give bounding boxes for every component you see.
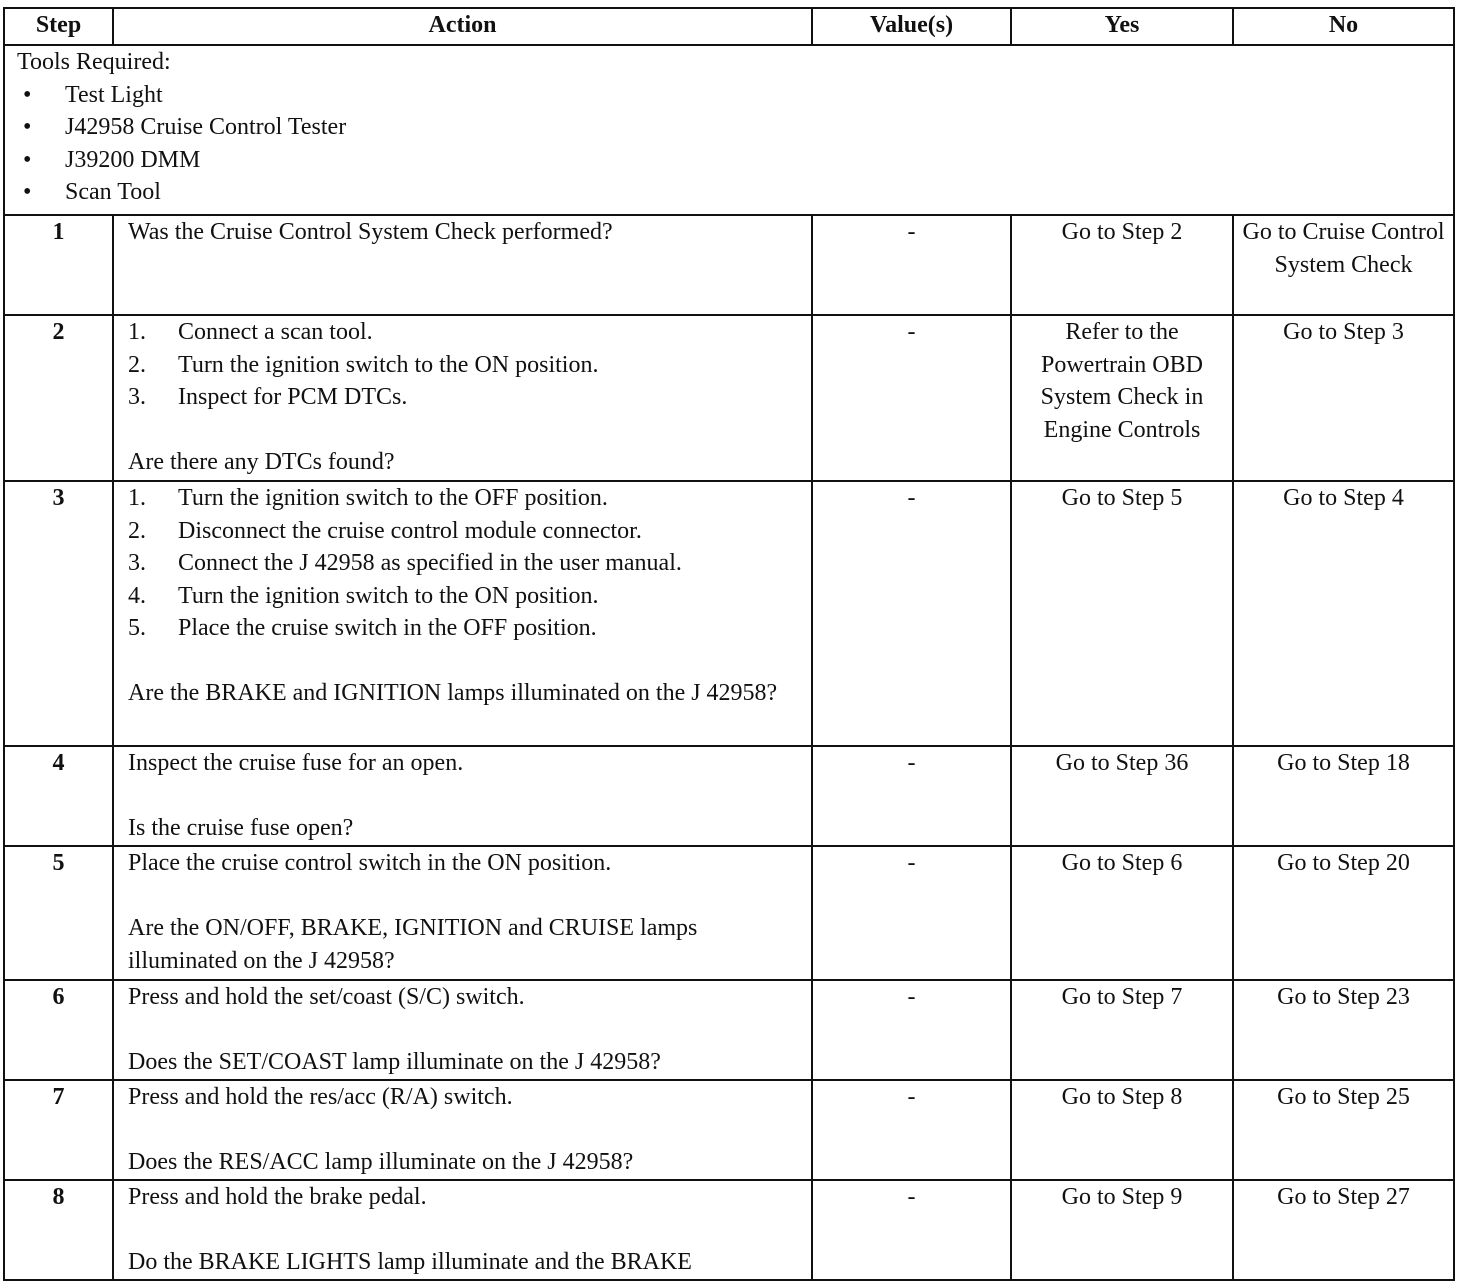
step-number: 8 (4, 1180, 113, 1280)
action-list-item: 5. Place the cruise switch in the OFF position. (128, 615, 597, 641)
table-row (4, 1180, 1454, 1280)
tool-item: • Scan Tool (17, 176, 1445, 209)
table-row (4, 746, 1454, 846)
step-no: Go to Step 3 (1233, 315, 1454, 481)
action-list-item: 3. Connect the J 42958 as specified in the user manual. (128, 550, 682, 576)
header-value: Value(s) (812, 8, 1011, 45)
step-action (113, 746, 812, 846)
step-no: Go to Cruise Control System Check (1233, 215, 1454, 315)
action-question: Are the ON/OFF, BRAKE, IGNITION and CRUISE lamps illuminated on the J 42958? (128, 915, 698, 974)
action-text: Was the Cruise Control System Check performed? (128, 219, 613, 245)
step-no: Go to Step 25 (1233, 1080, 1454, 1180)
step-number: 1 (4, 215, 113, 315)
step-value: - (812, 846, 1011, 980)
step-number: 2 (4, 315, 113, 481)
step-value: - (812, 1080, 1011, 1180)
action-list-item: 2. Turn the ignition switch to the ON position. (128, 351, 599, 378)
action-list-item: 4. Turn the ignition switch to the ON position. (128, 582, 599, 609)
action-list-item: 1. Connect a scan tool. (128, 319, 373, 345)
action-question: Does the SET/COAST lamp illuminate on the J 42958? (128, 1049, 661, 1075)
action-question: Are there any DTCs found? (128, 449, 395, 475)
step-value: - (812, 746, 1011, 846)
action-question: Is the cruise fuse open? (128, 815, 354, 841)
step-yes: Go to Step 9 (1011, 1180, 1233, 1280)
step-value: - (812, 315, 1011, 481)
step-value: - (812, 481, 1011, 746)
step-yes: Go to Step 2 (1011, 215, 1233, 315)
header-step: Step (4, 8, 113, 45)
action-list-item: 1. Turn the ignition switch to the OFF position. (128, 485, 608, 511)
action-text: Place the cruise control switch in the ON position. (128, 850, 612, 876)
step-yes: Go to Step 5 (1011, 481, 1233, 746)
step-no: Go to Step 4 (1233, 481, 1454, 746)
tools-list (17, 79, 1445, 209)
step-number: 3 (4, 481, 113, 746)
step-action (113, 315, 812, 481)
step-yes: Refer to the Powertrain OBD System Check in Engine Controls (1011, 315, 1233, 481)
step-number: 6 (4, 980, 113, 1080)
action-list-item: 3. Inspect for PCM DTCs. (128, 384, 408, 410)
tool-item: • J39200 DMM (17, 144, 1445, 177)
action-list (128, 482, 803, 645)
step-action (113, 215, 812, 315)
header-no: No (1233, 8, 1454, 45)
action-text: Press and hold the set/coast (S/C) switch. (128, 984, 525, 1010)
header-action: Action (113, 8, 812, 45)
tools-row (4, 45, 1454, 215)
step-no: Go to Step 27 (1233, 1180, 1454, 1280)
tools-required-cell (4, 45, 1454, 215)
step-no: Go to Step 18 (1233, 746, 1454, 846)
table-row (4, 980, 1454, 1080)
step-no: Go to Step 23 (1233, 980, 1454, 1080)
step-action (113, 846, 812, 980)
table-row (4, 846, 1454, 980)
step-action (113, 980, 812, 1080)
step-yes: Go to Step 7 (1011, 980, 1233, 1080)
step-number: 4 (4, 746, 113, 846)
step-yes: Go to Step 6 (1011, 846, 1233, 980)
step-value: - (812, 1180, 1011, 1280)
step-action (113, 481, 812, 746)
step-value: - (812, 980, 1011, 1080)
table-row (4, 1080, 1454, 1180)
action-text: Inspect the cruise fuse for an open. (128, 750, 464, 776)
step-number: 5 (4, 846, 113, 980)
tools-title: Tools Required: (17, 49, 171, 75)
header-yes: Yes (1011, 8, 1233, 45)
step-action (113, 1180, 812, 1280)
table-row (4, 215, 1454, 315)
action-list (128, 316, 803, 414)
tool-item: • J42958 Cruise Control Tester (17, 111, 1445, 144)
action-list-item: 2. Disconnect the cruise control module connector. (128, 517, 642, 544)
tool-item: • Test Light (17, 79, 1445, 112)
table-row (4, 481, 1454, 746)
header-row (4, 8, 1454, 45)
step-value: - (812, 215, 1011, 315)
action-text: Press and hold the brake pedal. (128, 1184, 427, 1210)
diagnostic-table (3, 7, 1455, 1281)
step-yes: Go to Step 8 (1011, 1080, 1233, 1180)
action-question: Are the BRAKE and IGNITION lamps illuminated on the J 42958? (128, 680, 778, 706)
step-action (113, 1080, 812, 1180)
step-no: Go to Step 20 (1233, 846, 1454, 980)
table-row (4, 315, 1454, 481)
step-yes: Go to Step 36 (1011, 746, 1233, 846)
action-question: Do the BRAKE LIGHTS lamp illuminate and the BRAKE (128, 1249, 692, 1275)
action-question: Does the RES/ACC lamp illuminate on the J 42958? (128, 1149, 634, 1175)
action-text: Press and hold the res/acc (R/A) switch. (128, 1084, 513, 1110)
step-number: 7 (4, 1080, 113, 1180)
